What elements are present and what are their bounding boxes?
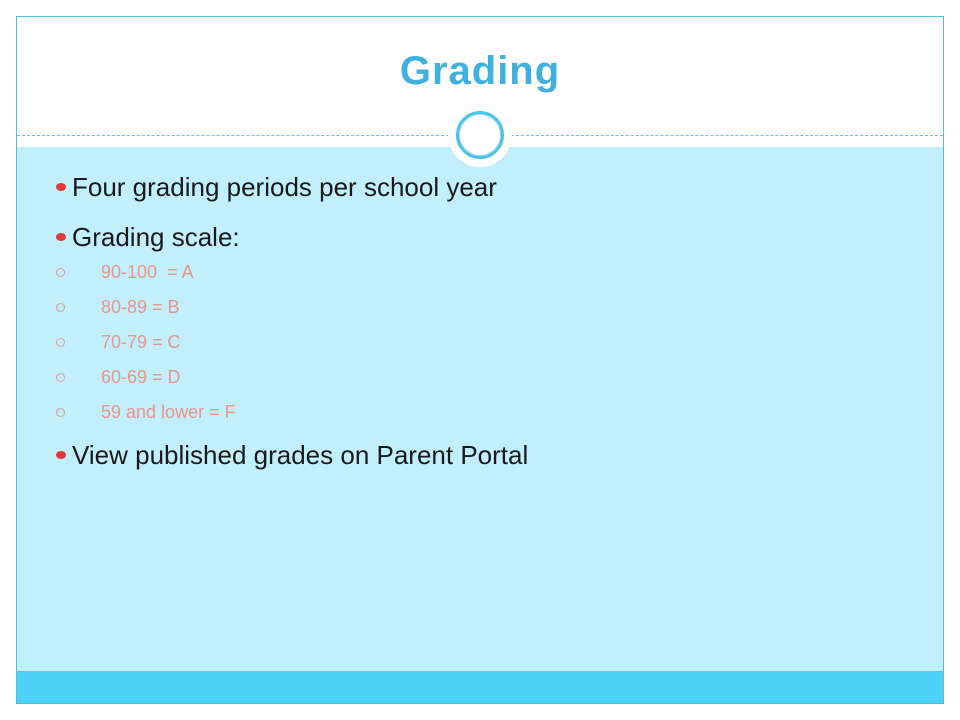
scale-text: 70-79 = C (101, 332, 181, 352)
bullet-item (56, 172, 528, 202)
scale-item (56, 262, 528, 282)
ring-inner (456, 111, 504, 159)
scale-text: 80-89 = B (101, 297, 180, 317)
scale-text: 90-100 = A (101, 262, 194, 282)
red-oval-bullet-icon (56, 451, 66, 459)
bullet-text: Four grading periods per school year (72, 172, 497, 202)
hollow-circle-bullet-icon (56, 268, 65, 277)
scale-text: 60-69 = D (101, 367, 181, 387)
bottom-band (17, 671, 943, 703)
bullet-text: View published grades on Parent Portal (72, 440, 529, 470)
hollow-circle-bullet-icon (56, 408, 65, 417)
hollow-circle-bullet-icon (56, 303, 65, 312)
scale-item (56, 367, 528, 387)
hollow-circle-bullet-icon (56, 373, 65, 382)
hollow-circle-bullet-icon (56, 338, 65, 347)
bullet-item (56, 222, 528, 422)
scale-item (56, 297, 528, 317)
content-area (17, 147, 943, 671)
bullet-text: Grading scale: (72, 222, 240, 252)
ring-icon (448, 103, 512, 167)
bullet-item (56, 440, 528, 470)
red-oval-bullet-icon (56, 233, 66, 241)
slide (16, 16, 944, 704)
scale-text: 59 and lower = F (101, 402, 236, 422)
bullet-list (56, 172, 528, 490)
red-oval-bullet-icon (56, 183, 66, 191)
scale-item (56, 402, 528, 422)
scale-item (56, 332, 528, 352)
grading-scale-list (72, 262, 528, 422)
slide-title: Grading (399, 49, 561, 93)
